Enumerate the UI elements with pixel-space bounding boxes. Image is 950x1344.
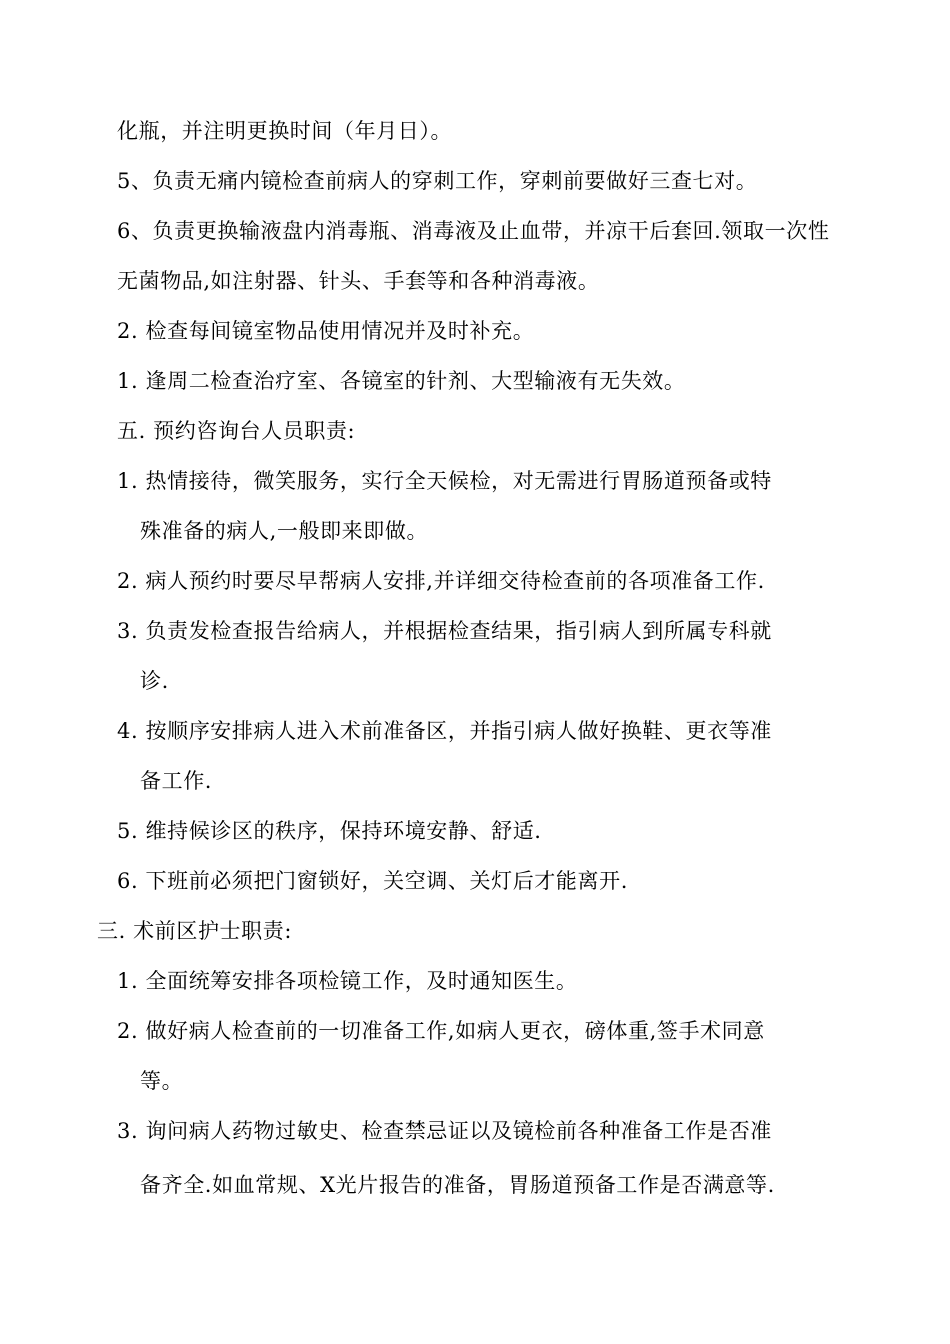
text-line: 1. 全面统筹安排各项检镜工作，及时通知医生。 bbox=[117, 969, 578, 993]
section-heading: 五. 预约咨询台人员职责: bbox=[117, 419, 356, 443]
text-line: 无菌物品,如注射器、针头、手套等和各种消毒液。 bbox=[117, 269, 600, 293]
text-line: 1. 逢周二检查治疗室、各镜室的针剂、大型输液有无失效。 bbox=[117, 369, 686, 393]
text-line: 3. 负责发检查报告给病人，并根据检查结果，指引病人到所属专科就 bbox=[117, 619, 772, 643]
text-line: 备工作. bbox=[140, 769, 213, 793]
text-line: 诊. bbox=[140, 669, 169, 693]
text-line: 2. 做好病人检查前的一切准备工作,如病人更衣，磅体重,签手术同意 bbox=[117, 1019, 765, 1043]
text-line: 6. 下班前必须把门窗锁好，关空调、关灯后才能离开. bbox=[117, 869, 628, 893]
text-line: 3. 询问病人药物过敏史、检查禁忌证以及镜检前各种准备工作是否准 bbox=[117, 1119, 772, 1143]
section-heading: 三. 术前区护士职责: bbox=[97, 919, 293, 943]
text-line: 4. 按顺序安排病人进入术前准备区，并指引病人做好换鞋、更衣等准 bbox=[117, 719, 772, 743]
text-line: 5、负责无痛内镜检查前病人的穿刺工作，穿刺前要做好三查七对。 bbox=[117, 169, 758, 193]
text-line: 备齐全.如血常规、X光片报告的准备，胃肠道预备工作是否满意等. bbox=[140, 1173, 775, 1197]
text-line: 殊准备的病人,一般即来即做。 bbox=[140, 519, 429, 543]
text-line: 6、负责更换输液盘内消毒瓶、消毒液及止血带，并凉干后套回.领取一次性 bbox=[117, 219, 830, 243]
text-line: 2. 病人预约时要尽早帮病人安排,并详细交待检查前的各项准备工作. bbox=[117, 569, 765, 593]
text-line: 等。 bbox=[140, 1069, 184, 1093]
text-line: 2. 检查每间镜室物品使用情况并及时补充。 bbox=[117, 319, 535, 343]
text-line: 5. 维持候诊区的秩序，保持环境安静、舒适. bbox=[117, 819, 542, 843]
text-line: 1. 热情接待，微笑服务，实行全天候检，对无需进行胃肠道预备或特 bbox=[117, 469, 772, 493]
text-line: 化瓶，并注明更换时间（年月日）。 bbox=[117, 119, 453, 143]
